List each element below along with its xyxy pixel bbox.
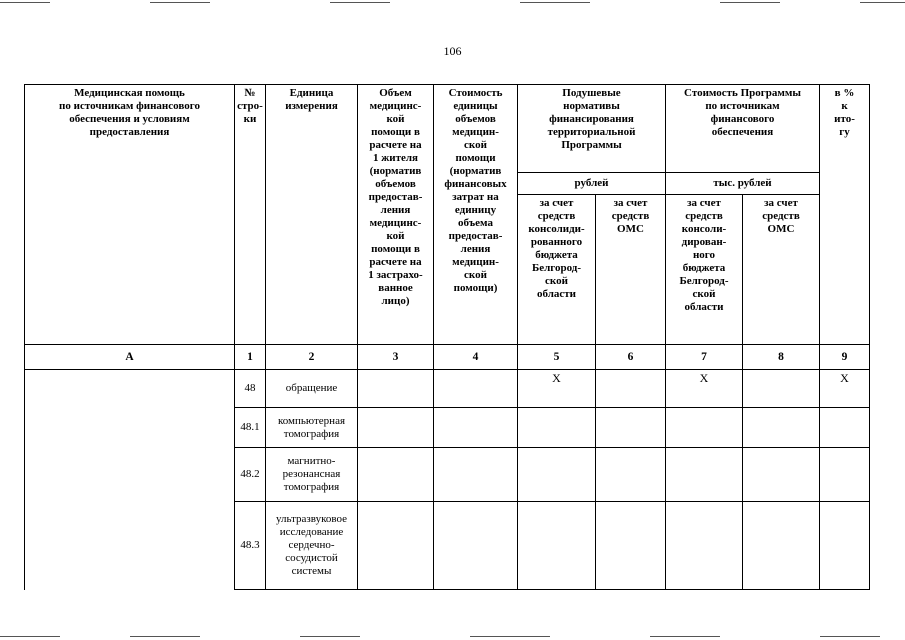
row-number: 48 (235, 370, 266, 408)
column-numbers-row (25, 345, 870, 370)
header-volume: Объем медицинс- кой помощи в расчете на 1 жителя (норматив объемов предостав- ления медицинс- кой помощи в расчете на 1 застрахо- ванное лицо) (358, 85, 434, 345)
unit-cell: компьютерная томография (266, 408, 358, 448)
unit-cost-cell (434, 370, 518, 408)
column-number: А (25, 345, 235, 370)
regional-budget-rubles-cell (518, 502, 596, 590)
regional-budget-thousand-cell (666, 502, 743, 590)
row-number: 48.1 (235, 408, 266, 448)
header-unit-rubles: рублей (518, 173, 666, 195)
percent-total-cell (820, 502, 870, 590)
regional-budget-rubles-cell (518, 408, 596, 448)
header-unit-thousand-rubles: тыс. рублей (666, 173, 820, 195)
percent-total-cell (820, 448, 870, 502)
row-number: 48.2 (235, 448, 266, 502)
header-row-number: № стро- ки (235, 85, 266, 345)
care-type-cell (25, 370, 235, 590)
regional-budget-thousand-cell (666, 408, 743, 448)
header-unit-cost: Стоимость единицы объемов медицин- ской помощи (норматив финансовых затрат на единицу объема предостав- ления медицин- ской помощи) (434, 85, 518, 345)
volume-cell (358, 370, 434, 408)
header-oms-rubles: за счет средств ОМС (596, 195, 666, 345)
page-number: 106 (443, 44, 462, 58)
row-number: 48.3 (235, 502, 266, 590)
column-number: 1 (235, 345, 266, 370)
oms-rubles-cell (596, 502, 666, 590)
header-per-capita-group: Подушевые нормативы финансирования территориальной Программы (518, 85, 666, 173)
volume-cell (358, 448, 434, 502)
unit-cost-cell (434, 448, 518, 502)
regional-budget-thousand-cell (666, 448, 743, 502)
column-number: 8 (743, 345, 820, 370)
unit-cell: ультразвуковое исследование сердечно- сосудистой системы (266, 502, 358, 590)
header-oms-thousand: за счет средств ОМС (743, 195, 820, 345)
oms-thousand-cell (743, 502, 820, 590)
column-number: 6 (596, 345, 666, 370)
oms-thousand-cell (743, 448, 820, 502)
volume-cell (358, 408, 434, 448)
column-number: 3 (358, 345, 434, 370)
header-care-type: Медицинская помощь по источникам финансового обеспечения и условиям предоставления (25, 85, 235, 345)
column-number: 2 (266, 345, 358, 370)
oms-thousand-cell (743, 408, 820, 448)
header-unit: Единица измерения (266, 85, 358, 345)
percent-total-cell: Х (820, 370, 870, 408)
column-number: 4 (434, 345, 518, 370)
header-percent-total: в % к ито- гу (820, 85, 870, 345)
financing-table (24, 84, 870, 590)
column-number: 9 (820, 345, 870, 370)
oms-thousand-cell (743, 370, 820, 408)
unit-cell: обращение (266, 370, 358, 408)
header-program-cost-group: Стоимость Программы по источникам финансового обеспечения (666, 85, 820, 173)
unit-cost-cell (434, 408, 518, 448)
unit-cell: магнитно- резонансная томография (266, 448, 358, 502)
percent-total-cell (820, 408, 870, 448)
table-row (25, 370, 870, 408)
oms-rubles-cell (596, 370, 666, 408)
volume-cell (358, 502, 434, 590)
regional-budget-rubles-cell (518, 448, 596, 502)
regional-budget-rubles-cell: Х (518, 370, 596, 408)
oms-rubles-cell (596, 448, 666, 502)
oms-rubles-cell (596, 408, 666, 448)
column-number: 7 (666, 345, 743, 370)
column-number: 5 (518, 345, 596, 370)
header-regional-budget-rubles: за счет средств консолиди- рованного бюджета Белгород- ской области (518, 195, 596, 345)
header-regional-budget-thousand: за счет средств консоли- дирован- ного бюджета Белгород- ской области (666, 195, 743, 345)
unit-cost-cell (434, 502, 518, 590)
regional-budget-thousand-cell: Х (666, 370, 743, 408)
